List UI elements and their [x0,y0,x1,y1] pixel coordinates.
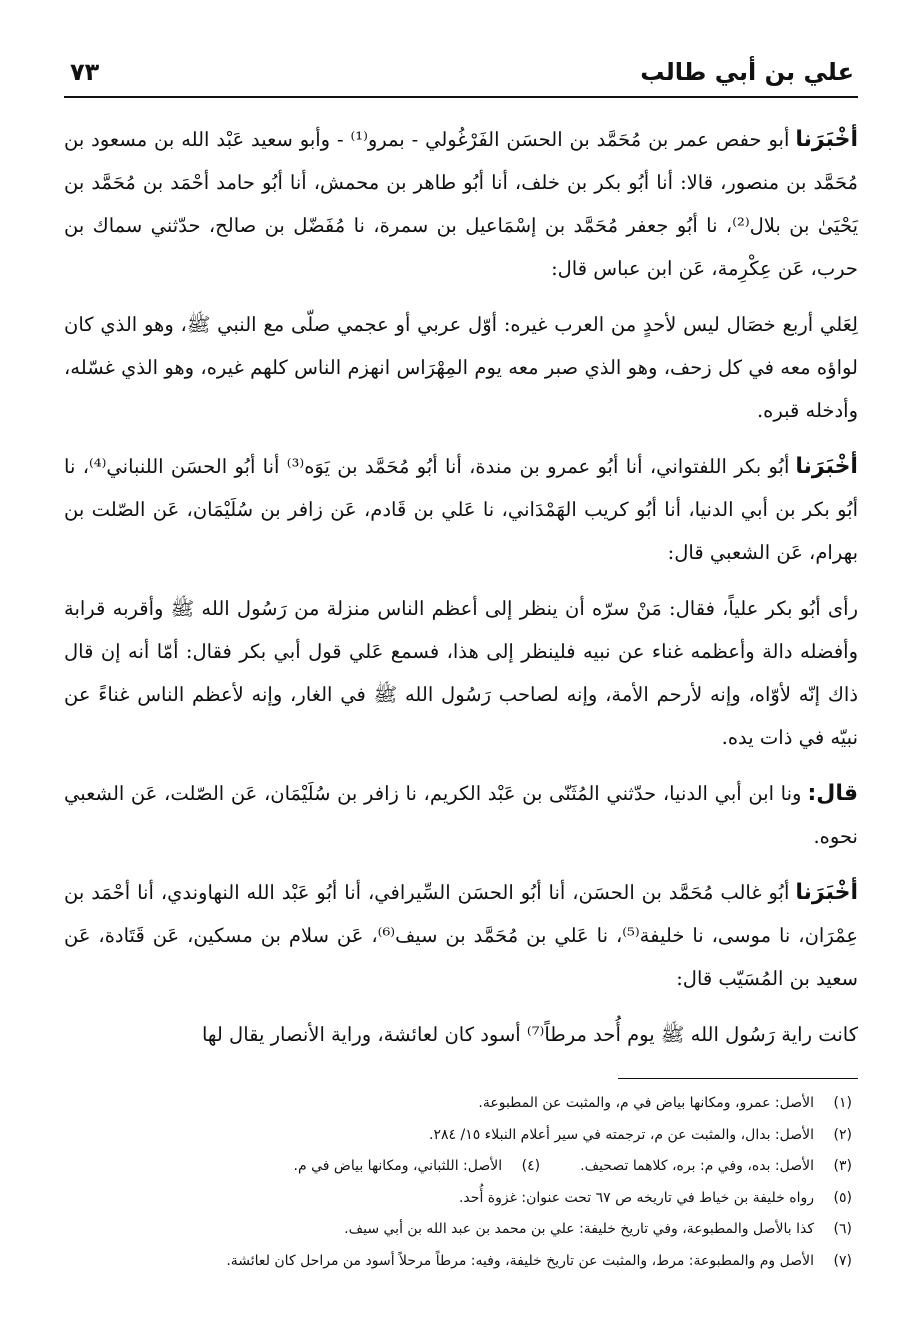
footnote-3 [64,1151,852,1183]
paragraph-2 [64,303,858,433]
footnote-5 [64,1183,852,1215]
footnote-text: كذا بالأصل والمطبوعة، وفي تاريخ خليفة: علي بن محمد بن عبد الله بن أبي سيف. [344,1221,814,1237]
footnote-text: الأصل: عمرو، ومكانها بياض في م، والمثبت عن المطبوعة. [478,1095,814,1111]
paragraph-lead: أخْبَرَنا [795,454,858,479]
paragraph-text: ونا ابن أبي الدنيا، حدّثني المُثَنّى بن عَبْد الكريم، نا زافر بن سُلَيْمَان، عَن الصّلت، عَن الشعبي نحوه. [64,782,858,848]
paragraph-text: كانت راية رَسُول الله ﷺ يوم أُحد مرطاً⁽⁷⁾ أسود كان لعائشة، وراية الأنصار يقال لها [201,1023,858,1046]
paragraph-lead: أخْبَرَنا [795,880,858,905]
footnotes [64,1088,852,1277]
footnote-number: (١) [833,1095,852,1111]
paragraph-text: أبُو غالب مُحَمَّد بن الحسَن، أنا أبُو الحسَن السِّيرافي، أنا أبُو عَبْد الله النهاوندي، أنا أحْمَد بن عِمْرَان، نا موسى، نا خليفة⁽⁵⁾، نا عَلي بن مُحَمَّد بن سيف⁽⁶⁾، عَن سلام بن مسكين، عَن قَتَادة، عَن سعيد بن المُسَيّب قال: [64,881,859,990]
footnote-6 [64,1214,852,1246]
footnote-divider [618,1078,858,1079]
paragraph-text: لِعَلي أربع خصَال ليس لأحدٍ من العرب غيره: أوّل عربي أو عجمي صلّى مع النبي ﷺ، وهو الذي كان لواؤه معه في كل زحف، وهو الذي صبر معه يوم المِهْرَاس انهزم الناس كلهم غيره، وهو الذي غسّله، وأدخله قبره. [64,313,858,422]
paragraph-6 [64,871,858,1001]
footnote-text: الأصل: اللثباني، ومكانها بياض في م. [293,1158,503,1174]
paragraph-text: أبو حفص عمر بن مُحَمَّد بن الحسَن الفَرْغُولي - بمرو⁽¹⁾ - وأبو سعيد عَبْد الله بن مسعود بن مُحَمَّد بن منصور، قالا: أنا أبُو بكر بن خلف، أنا أبُو طاهر بن محمش، أنا أبُو حامد أحْمَد بن مُحَمَّد بن يَحْيَىٰ بن بلال⁽²⁾، نا أبُو جعفر مُحَمَّد بن إسْمَاعيل بن سمرة، نا مُفَضّل بن صالح، حدّثني سماك بن حرب، عَن عِكْرِمة، عَن ابن عباس قال: [64,128,859,280]
footnote-number: (٢) [833,1126,852,1143]
main-text [64,118,858,1069]
footnote-number: (٤) [521,1158,541,1174]
paragraph-text: أبُو بكر اللفتواني، أنا أبُو عمرو بن مندة، أنا أبُو مُحَمَّد بن يَوَه⁽³⁾ أنا أبُو الحسَن اللنباني⁽⁴⁾، نا أبُو بكر بن أبي الدنيا، أنا أبُو كريب الهَمْدَاني، نا عَلي بن قَادم، عَن زافر بن سُلَيْمَان، عَن الصّلت بن بهرام، عَن الشعبي قال: [64,455,858,564]
footnote-number: (٣) [833,1158,852,1174]
footnote-number: (٦) [833,1221,852,1237]
page-header [64,52,858,98]
footnote-text: الأصل: بده، وفي م: بره، كلاهما تصحيف. [580,1158,814,1174]
running-title: علي بن أبي طالب [640,58,854,86]
paragraph-text: رأى أبُو بكر علياً، فقال: مَنْ سرّه أن ينظر إلى أعظم الناس منزلة من رَسُول الله ﷺ وأقربه قرابة وأفضله دالة وأعظمه غناء عن نبيه فلينظر إلى هذا، فسمع عَلي قول أبي بكر فقال: أمّا أنه إن قال ذاك إنّه لأوّاه، وإنه لأرحم الأمة، وإنه لصاحب رَسُول الله ﷺ في الغار، وإنه لأعظم الناس غناءً عن نبيّه في ذات يده. [64,597,858,749]
footnote-text: الأصل: بدال، والمثبت عن م، ترجمته في سير أعلام النبلاء ١٥/ ٢٨٤. [429,1126,814,1143]
footnote-number: (٥) [833,1189,852,1206]
footnote-text: الأصل وم والمطبوعة: مرط، والمثبت عن تاريخ خليفة، وفيه: مرطاً مرحلاً أسود من مراحل كان لعائشة. [226,1252,814,1269]
paragraph-7 [64,1013,858,1057]
paragraph-4 [64,587,858,760]
footnote-1 [64,1088,852,1120]
footnote-number: (٧) [833,1252,852,1269]
paragraph-lead: أخْبَرَنا [795,127,858,152]
page-number: ٧٣ [70,58,100,86]
paragraph-5 [64,772,858,859]
footnote-text: رواه خليفة بن خياط في تاريخه ص ٦٧ تحت عنوان: غزوة أُحد. [458,1189,814,1206]
paragraph-1 [64,118,858,291]
paragraph-lead: قال: [807,781,858,806]
paragraph-3 [64,445,858,575]
footnote-2 [64,1120,852,1152]
footnote-7 [64,1246,852,1278]
